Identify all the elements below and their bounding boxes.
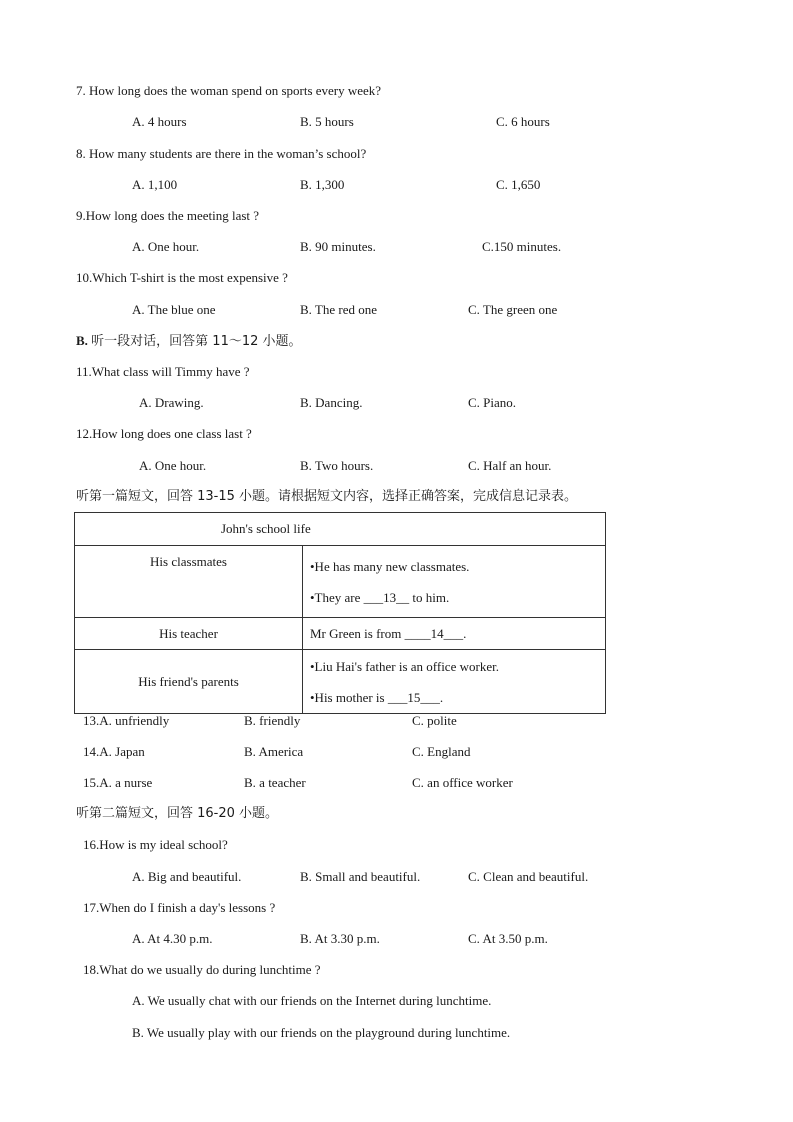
row-label-classmates: His classmates xyxy=(75,546,303,618)
q12-option-b: B. Two hours. xyxy=(300,458,374,473)
q7-option-b: B. 5 hours xyxy=(300,114,354,129)
row-value-classmates xyxy=(303,546,606,618)
question-11: 11.What class will Timmy have ? xyxy=(76,364,250,379)
question-10: 10.Which T-shirt is the most expensive ? xyxy=(76,270,288,285)
q9-option-b: B. 90 minutes. xyxy=(300,239,376,254)
q14-option-b: B. America xyxy=(244,744,304,759)
info-record-table xyxy=(74,512,606,714)
q9-option-a: A. One hour. xyxy=(132,239,200,254)
section-b-heading xyxy=(76,333,302,350)
q12-option-a: A. One hour. xyxy=(139,458,207,473)
table-row xyxy=(75,618,606,650)
q8-option-b: B. 1,300 xyxy=(300,177,345,192)
q10-option-a: A. The blue one xyxy=(132,302,216,317)
passage-2-instruction: 听第二篇短文，回答 16-20 小题。 xyxy=(76,806,279,821)
q16-option-b: B. Small and beautiful. xyxy=(300,869,421,884)
table-cell-line: •He has many new classmates. xyxy=(310,558,470,574)
q7-option-a: A. 4 hours xyxy=(132,114,187,129)
q17-option-b: B. At 3.30 p.m. xyxy=(300,931,380,946)
question-7: 7. How long does the woman spend on sports every week? xyxy=(76,83,382,98)
table-title: John's school life xyxy=(75,513,606,546)
q13-option-a: 13.A. unfriendly xyxy=(83,713,170,728)
q11-option-a: A. Drawing. xyxy=(139,395,204,410)
table-cell-line: •They are ___13__ to him. xyxy=(310,589,450,605)
q12-option-c: C. Half an hour. xyxy=(468,458,552,473)
q7-option-c: C. 6 hours xyxy=(496,114,550,129)
q17-option-c: C. At 3.50 p.m. xyxy=(468,931,548,946)
table-cell-line: Mr Green is from ____14___. xyxy=(310,626,467,641)
q13-option-c: C. polite xyxy=(412,713,457,728)
q8-option-c: C. 1,650 xyxy=(496,177,541,192)
section-b-text: 听一段对话，回答第 11～12 小题。 xyxy=(91,334,302,349)
q18-option-a: A. We usually chat with our friends on the Internet during lunchtime. xyxy=(132,993,492,1008)
q11-option-c: C. Piano. xyxy=(468,395,517,410)
passage-1-instruction: 听第一篇短文，回答 13-15 小题。请根据短文内容，选择正确答案，完成信息记录表。 xyxy=(76,489,578,504)
row-label-parents: His friend's parents xyxy=(75,650,303,714)
table-cell-line: •His mother is ___15___. xyxy=(310,689,444,705)
table-row xyxy=(75,650,606,714)
question-16: 16.How is my ideal school? xyxy=(83,837,228,852)
table-cell-line: •Liu Hai's father is an office worker. xyxy=(310,658,499,674)
q16-option-c: C. Clean and beautiful. xyxy=(468,869,589,884)
question-8: 8. How many students are there in the woman’s school? xyxy=(76,146,367,161)
q16-option-a: A. Big and beautiful. xyxy=(132,869,242,884)
row-value-parents xyxy=(303,650,606,714)
q17-option-a: A. At 4.30 p.m. xyxy=(132,931,213,946)
q14-option-c: C. England xyxy=(412,744,471,759)
question-12: 12.How long does one class last ? xyxy=(76,426,252,441)
table-row xyxy=(75,546,606,618)
q8-option-a: A. 1,100 xyxy=(132,177,178,192)
question-9: 9.How long does the meeting last ? xyxy=(76,208,260,223)
section-b-label: B. xyxy=(76,333,88,348)
q9-option-c: C.150 minutes. xyxy=(482,239,562,254)
row-label-teacher: His teacher xyxy=(75,618,303,650)
q14-option-a: 14.A. Japan xyxy=(83,744,145,759)
q15-option-a: 15.A. a nurse xyxy=(83,775,153,790)
q13-option-b: B. friendly xyxy=(244,713,301,728)
question-18: 18.What do we usually do during lunchtime ? xyxy=(83,962,321,977)
q10-option-c: C. The green one xyxy=(468,302,558,317)
row-value-teacher xyxy=(303,618,606,650)
q10-option-b: B. The red one xyxy=(300,302,378,317)
q18-option-b: B. We usually play with our friends on the playground during lunchtime. xyxy=(132,1025,511,1040)
q11-option-b: B. Dancing. xyxy=(300,395,363,410)
q15-option-c: C. an office worker xyxy=(412,775,513,790)
question-17: 17.When do I finish a day's lessons ? xyxy=(83,900,276,915)
q15-option-b: B. a teacher xyxy=(244,775,306,790)
